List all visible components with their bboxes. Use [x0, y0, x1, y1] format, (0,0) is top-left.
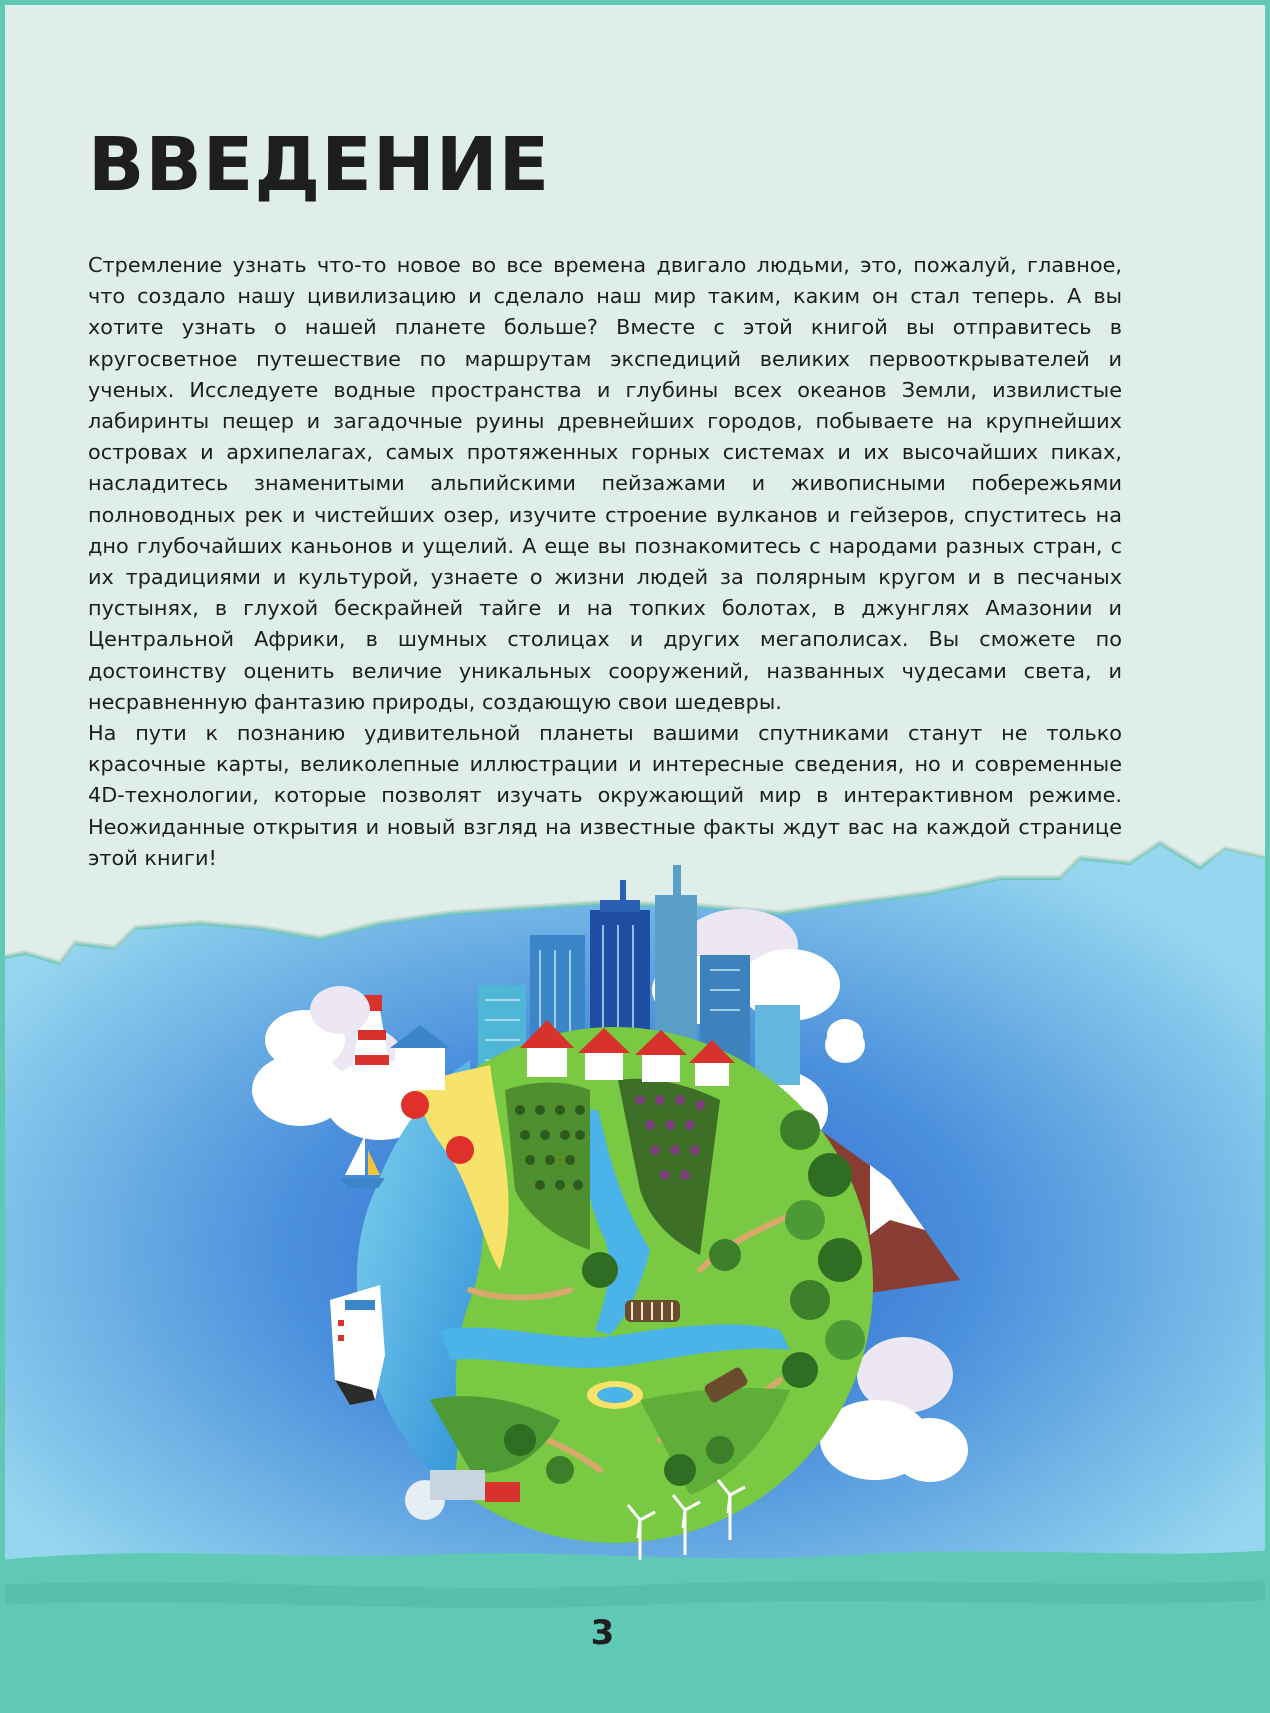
- intro-text: [88, 250, 1122, 874]
- intro-paragraph-1: Стремление узнать что-то новое во все времена двигало людьми, это, пожалуй, главное, что создало нашу цивилизацию и сделало наш мир таким, каким он стал теперь. А вы хотите узнать о нашей планете больше? Вместе с этой книгой вы отправитесь в кругосветное путешествие по маршрутам экспедиций великих первооткрывателей и ученых. Исследуете водные пространства и глубины всех океанов Земли, извилистые лабиринты пещер и загадочные руины древнейших городов, побываете на крупнейших островах и архипелагах, самых протяженных горных системах и их высочайших пиках, насладитесь знаменитыми альпийскими пейзажами и живописными побережьями полноводных рек и чистейших озер, изучите строение вулканов и гейзеров, спуститесь на дно глубочайших каньонов и ущелий. А еще вы познакомитесь с народами разных стран, с их традициями и культурой, узнаете о жизни людей за полярным кругом и в песчаных пустынях, в глухой бескрайней тайге и на топких болотах, в джунглях Амазонии и Центральной Африки, в шумных столицах и других мегаполисах. Вы сможете по достоинству оценить величие уникальных сооружений, названных чудесами света, и несравненную фантазию природы, создающую свои шедевры.: [88, 253, 1122, 714]
- page-title: ВВЕДЕНИЕ: [88, 122, 551, 208]
- page-number: 3: [590, 1613, 615, 1653]
- intro-paragraph-2: На пути к познанию удивительной планеты вашими спутниками станут не только красочные карты, великолепные иллюстрации и интересные сведения, но и современные 4D-технологии, которые позволят изучать окружающий мир в интерактивном режиме. Неожиданные открытия и новый взгляд на известные факты ждут вас на каждой странице этой книги!: [88, 721, 1122, 870]
